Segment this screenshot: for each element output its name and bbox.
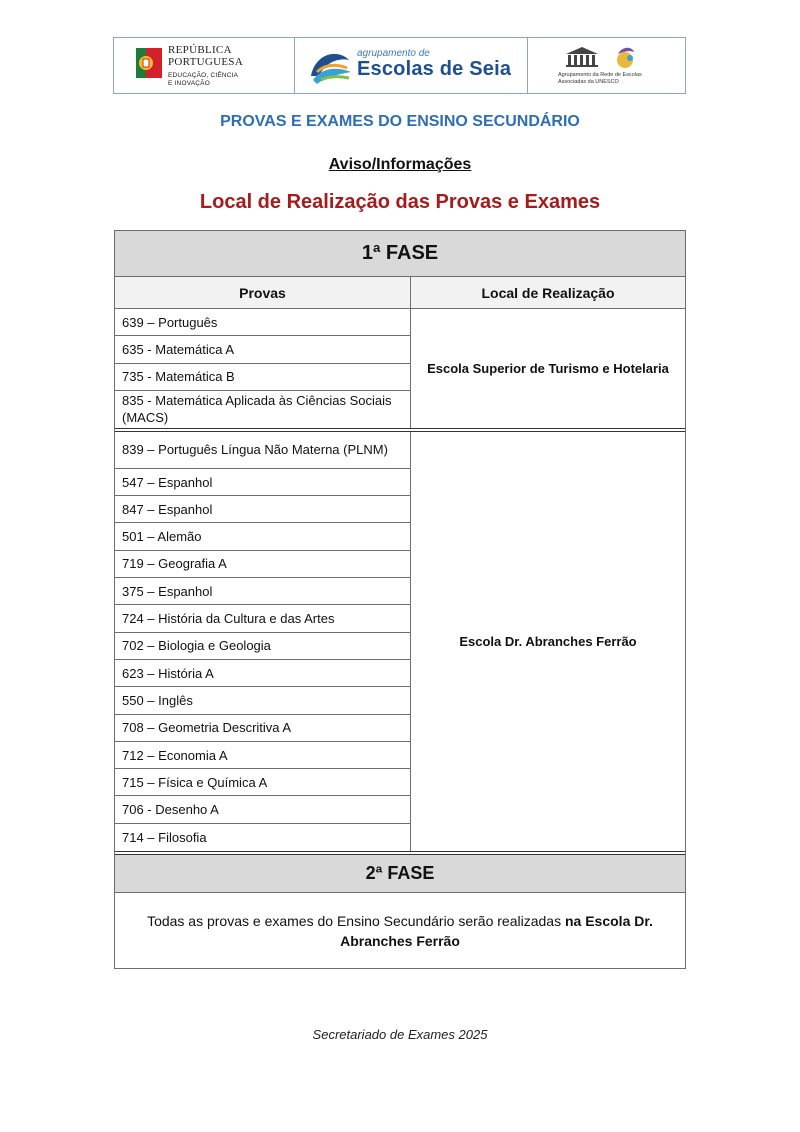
table-row: 375 – Espanhol: [115, 578, 410, 605]
group2: [115, 432, 685, 851]
group1: [115, 309, 685, 428]
group1-location: Escola Superior de Turismo e Hotelaria: [427, 360, 669, 376]
aviso-heading: Aviso/Informações: [328, 156, 472, 173]
header-logos: [113, 37, 686, 94]
escolas-seia-emblem-icon: [307, 46, 353, 86]
table-row: 550 – Inglês: [115, 687, 410, 714]
column-headers: [115, 277, 685, 309]
table-row: 501 – Alemão: [115, 523, 410, 550]
table-row: 708 – Geometria Descritiva A: [115, 715, 410, 742]
table-row: 835 - Matemática Aplicada às Ciências Sociais (MACS): [122, 393, 392, 426]
unesco-network-icon: [612, 44, 638, 70]
phase2-note-text: Todas as provas e exames do Ensino Secundário serão realizadas: [147, 912, 565, 929]
table-row: 839 – Português Língua Não Materna (PLNM): [115, 432, 410, 469]
page-title: PROVAS E EXAMES DO ENSINO SECUNDÁRIO: [220, 113, 580, 130]
ministerio-line1: EDUCAÇÃO, CIÊNCIA: [168, 72, 239, 79]
group2-location: Escola Dr. Abranches Ferrão: [459, 633, 637, 649]
table-row: 719 – Geografia A: [115, 551, 410, 578]
table-row: 735 - Matemática B: [115, 364, 410, 391]
footer-text: Secretariado de Exames 2025: [312, 1027, 488, 1042]
table-row: 702 – Biologia e Geologia: [115, 633, 410, 660]
phase2-note: [115, 893, 685, 968]
republica-line2: PORTUGUESA: [168, 56, 244, 68]
phase2-header: 2ª FASE: [115, 855, 685, 893]
table-row: 712 – Economia A: [115, 742, 410, 769]
republica-portuguesa-logo: [114, 38, 295, 93]
table-row: 714 – Filosofia: [122, 829, 207, 845]
agrupamento-prefix: agrupamento de: [357, 48, 430, 59]
escolas-de-seia-logo: [295, 38, 528, 93]
unesco-logo: [528, 38, 685, 93]
table-row: 847 – Espanhol: [115, 496, 410, 523]
phase2-note-bold: na Escola Dr. Abranches Ferrão: [340, 912, 653, 949]
phase1-header: 1ª FASE: [115, 231, 685, 277]
local-heading: Local de Realização das Provas e Exames: [199, 191, 601, 213]
unesco-line1: Agrupamento da Rede de Escolas: [558, 72, 642, 78]
group1-exams: [115, 309, 411, 428]
table-row: 724 – História da Cultura e das Artes: [115, 605, 410, 632]
republica-line1: REPÚBLICA: [168, 44, 232, 56]
unesco-temple-icon: [564, 46, 600, 68]
ministerio-line2: E INOVAÇÃO: [168, 80, 210, 87]
republica-emblem-icon: [136, 46, 162, 80]
table-row: 635 - Matemática A: [115, 336, 410, 363]
table-row: 623 – História A: [115, 660, 410, 687]
unesco-line2: Associadas da UNESCO: [558, 79, 619, 85]
col-local-header: Local de Realização: [481, 284, 615, 301]
table-row: 706 - Desenho A: [115, 796, 410, 823]
exams-table: [114, 230, 686, 969]
table-row: 715 – Física e Química A: [115, 769, 410, 796]
table-row: 547 – Espanhol: [115, 469, 410, 496]
group2-exams: [115, 432, 411, 851]
col-provas-header: Provas: [115, 277, 411, 308]
agrupamento-name: Escolas de Seia: [357, 58, 512, 80]
table-row: 639 – Português: [115, 309, 410, 336]
